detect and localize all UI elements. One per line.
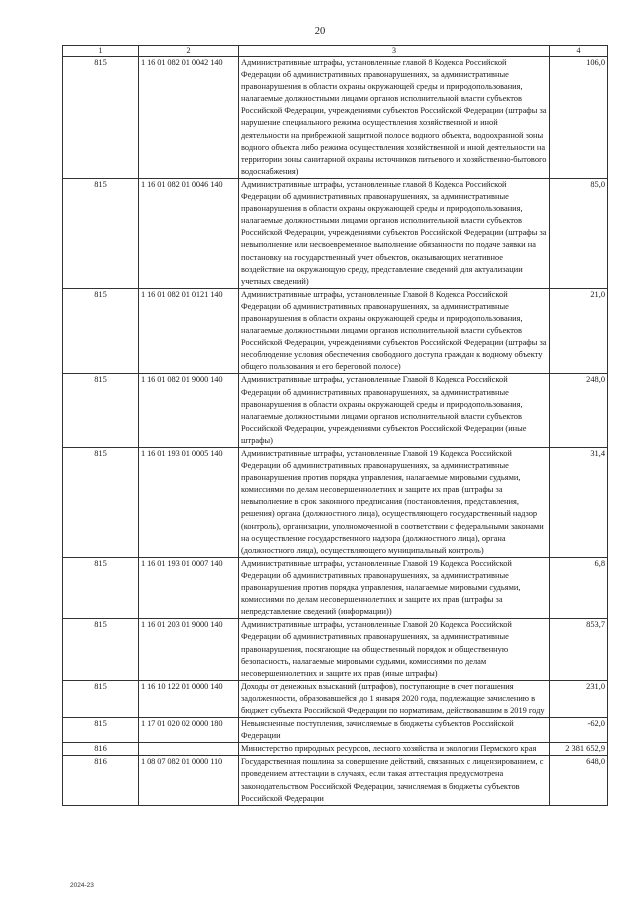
description-cell: Административные штрафы, установленные главой 8 Кодекса Российской Федерации об административных правонарушениях, за административные правонарушения в области охраны окружающей среды и природопользования, налагаемые должностными лицами органов исполнительной власти субъектов Российской Федерации, учреждениями субъектов Российской Федерации (штрафы за нарушение специального режима осуществления хозяйственной и иной деятельности на прибрежной защитной полосе водного объекта, водоохранной зоны водного объекта либо режима осуществления хозяйственной и иной деятельности на территории зоны санитарной охраны источников питьевого и хозяйственно-бытового водоснабжения)	[239, 57, 550, 179]
footer-code: 2024-23	[70, 882, 94, 889]
budget-code-cell	[139, 743, 239, 756]
description-cell: Доходы от денежных взысканий (штрафов), поступающие в счет погашения задолженности, образовавшейся до 1 января 2020 года, подлежащие зачислению в бюджет субъекта Российской Федерации по нормативам, действовавшим в 2019 году	[239, 680, 550, 717]
admin-code-cell: 815	[63, 680, 139, 717]
admin-code-cell: 815	[63, 288, 139, 374]
amount-cell: 31,4	[550, 448, 608, 558]
budget-code-cell: 1 17 01 020 02 0000 180	[139, 718, 239, 743]
description-cell: Государственная пошлина за совершение действий, связанных с лицензированием, с проведением аттестации в случаях, если такая аттестация предусмотрена законодательством Российской Федерации, зачисляемая в бюджеты субъектов Российской Федерации	[239, 756, 550, 805]
table-row	[63, 680, 608, 717]
budget-code-cell: 1 16 01 082 01 9000 140	[139, 374, 239, 448]
budget-code-cell: 1 16 01 082 01 0121 140	[139, 288, 239, 374]
description-cell: Министерство природных ресурсов, лесного хозяйства и экологии Пермского края	[239, 743, 550, 756]
description-cell: Административные штрафы, установленные Главой 8 Кодекса Российской Федерации об административных правонарушениях, за административные правонарушения в области охраны окружающей среды и природопользования, налагаемые должностными лицами органов исполнительной власти субъектов Российской Федерации, учреждениями субъектов Российской Федерации (штрафы за несоблюдение условия обеспечения свободного доступа граждан к водному объекту общего пользования и его береговой полосе)	[239, 288, 550, 374]
admin-code-cell: 816	[63, 756, 139, 805]
column-header-2: 2	[139, 46, 239, 57]
budget-code-cell: 1 16 10 122 01 0000 140	[139, 680, 239, 717]
table-row	[63, 718, 608, 743]
table-body	[63, 57, 608, 806]
description-cell: Административные штрафы, установленные Главой 19 Кодекса Российской Федерации об административных правонарушениях, за административные правонарушения против порядка управления, налагаемые мировыми судьями, комиссиями по делам несовершеннолетних и защите их прав (штрафы за невыполнение в срок законного предписания (постановления, представления, решения) органа (должностного лица), осуществляющего государственный надзор (контроль), организации, уполномоченной в соответствии с федеральными законами на осуществление государственного надзора (должностного лица), органа (должностного лица), осуществляющего муниципальный контроль)	[239, 448, 550, 558]
description-cell: Административные штрафы, установленные главой 8 Кодекса Российской Федерации об административных правонарушениях, за административные правонарушения в области охраны окружающей среды и природопользования, налагаемые должностными лицами органов исполнительной власти субъектов Российской Федерации, учреждениями субъектов Российской Федерации (штрафы за невыполнение или несвоевременное выполнение обязанности по подаче заявки на постановку на государственный учет объектов, оказывающих негативное воздействие на окружающую среду, представление сведений для актуализации учетных сведений)	[239, 178, 550, 288]
description-cell: Административные штрафы, установленные Главой 20 Кодекса Российской Федерации об административных правонарушениях, за административные правонарушения, посягающие на общественный порядок и общественную безопасность, налагаемые мировыми судьями, комиссиями по делам несовершеннолетних и защите их прав (иные штрафы)	[239, 619, 550, 680]
page-number: 20	[314, 26, 326, 37]
amount-cell: 85,0	[550, 178, 608, 288]
table-header-row	[63, 46, 608, 57]
admin-code-cell: 816	[63, 743, 139, 756]
revenue-table	[62, 45, 608, 806]
budget-code-cell: 1 16 01 082 01 0042 140	[139, 57, 239, 179]
admin-code-cell: 815	[63, 619, 139, 680]
amount-cell: -62,0	[550, 718, 608, 743]
admin-code-cell: 815	[63, 374, 139, 448]
amount-cell: 21,0	[550, 288, 608, 374]
amount-cell: 2 381 652,9	[550, 743, 608, 756]
admin-code-cell: 815	[63, 57, 139, 179]
budget-code-cell: 1 16 01 193 01 0007 140	[139, 557, 239, 618]
table-row	[63, 619, 608, 680]
table-row	[63, 557, 608, 618]
admin-code-cell: 815	[63, 178, 139, 288]
admin-code-cell: 815	[63, 718, 139, 743]
column-header-4: 4	[550, 46, 608, 57]
description-cell: Административные штрафы, установленные Главой 8 Кодекса Российской Федерации об административных правонарушениях, за административные правонарушения в области охраны окружающей среды и природопользования, налагаемые должностными лицами органов исполнительной власти субъектов Российской Федерации, учреждениями субъектов Российской Федерации (иные штрафы)	[239, 374, 550, 448]
table-row	[63, 178, 608, 288]
amount-cell: 248,0	[550, 374, 608, 448]
description-cell: Невыясненные поступления, зачисляемые в бюджеты субъектов Российской Федерации	[239, 718, 550, 743]
admin-code-cell: 815	[63, 448, 139, 558]
budget-code-cell: 1 08 07 082 01 0000 110	[139, 756, 239, 805]
amount-cell: 231,0	[550, 680, 608, 717]
amount-cell: 853,7	[550, 619, 608, 680]
budget-code-cell: 1 16 01 082 01 0046 140	[139, 178, 239, 288]
amount-cell: 648,0	[550, 756, 608, 805]
budget-code-cell: 1 16 01 193 01 0005 140	[139, 448, 239, 558]
table-row	[63, 743, 608, 756]
description-cell: Административные штрафы, установленные Главой 19 Кодекса Российской Федерации об административных правонарушениях, за административные правонарушения против порядка управления, налагаемые мировыми судьями, комиссиями по делам несовершеннолетних и защите их прав (штрафы за непредставление сведений (информации))	[239, 557, 550, 618]
amount-cell: 106,0	[550, 57, 608, 179]
admin-code-cell: 815	[63, 557, 139, 618]
column-header-3: 3	[239, 46, 550, 57]
budget-code-cell: 1 16 01 203 01 9000 140	[139, 619, 239, 680]
column-header-1: 1	[63, 46, 139, 57]
table-row	[63, 288, 608, 374]
table-row	[63, 756, 608, 805]
table-row	[63, 374, 608, 448]
table-row	[63, 57, 608, 179]
table-row	[63, 448, 608, 558]
amount-cell: 6,8	[550, 557, 608, 618]
